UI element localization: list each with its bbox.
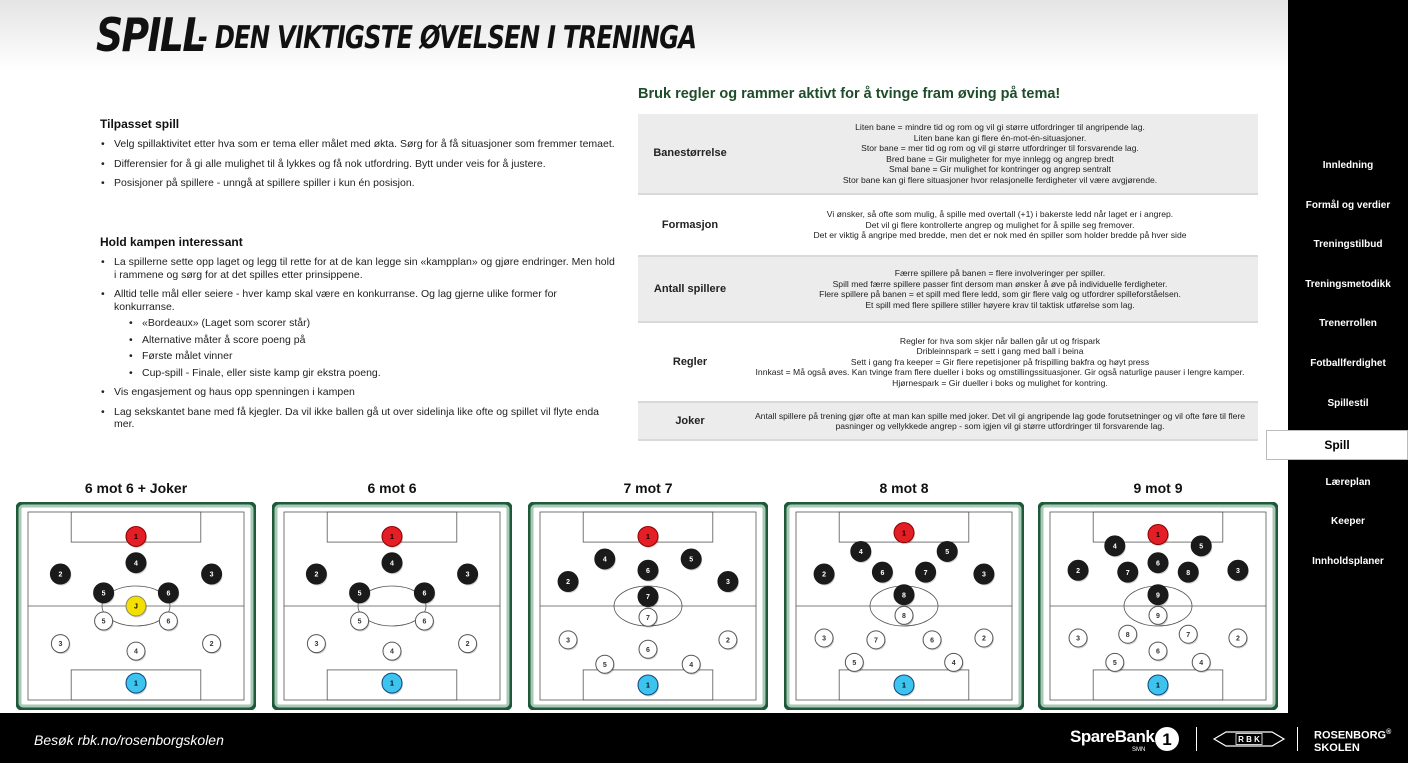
sparebank-logo-text: SpareBank	[1070, 727, 1155, 746]
player-number: 3	[209, 571, 214, 579]
pitch-diagram	[272, 502, 512, 710]
player-number: 6	[166, 590, 171, 598]
player-number: 1	[134, 680, 138, 688]
nav-item-læreplan[interactable]: Læreplan	[1325, 477, 1371, 488]
rules-line: Innkast = Må også øves. Kan tvinge fram flere dueller i boks og omstillingssituasjoner. Gir også naturlige pauser i lengre kamper.	[755, 367, 1245, 378]
rules-value	[742, 322, 1258, 402]
player-number: 7	[646, 614, 650, 622]
page-title: SPILL	[96, 8, 205, 62]
sub-bullet-item: • Alternative måter å score poeng på	[128, 334, 620, 347]
section-title-tilpasset: Tilpasset spill	[100, 117, 180, 131]
player-number: 6	[646, 567, 650, 575]
player-number: 9	[1156, 592, 1160, 600]
rules-line: Stor bane kan gi flere situasjoner hvor relasjonelle ferdigheter vil være avgjørende.	[842, 174, 1158, 185]
rules-line: Stor bane = mer tid og rom og vil gi større utfordringer til forsvarende lag.	[861, 143, 1139, 153]
player-number: 2	[566, 579, 571, 587]
rules-line: Hjørnespark = Gir dueller i boks og mulighet for kontring.	[892, 377, 1108, 388]
rules-row	[638, 194, 1258, 256]
player-number: 5	[689, 556, 694, 564]
website-link[interactable]: Besøk rbk.no/rosenborgskolen	[34, 732, 224, 748]
player-number: 1	[902, 530, 906, 538]
bullet-item: • Velg spillaktivitet etter hva som er tema eller målet med økta. Sørg for å få situasjoner som fremmer temaet.	[100, 138, 620, 151]
player-number: 7	[646, 594, 650, 602]
rules-line: Bred bane = Gir muligheter for mye innlegg og angrep bredt	[886, 153, 1114, 164]
player-number: 6	[422, 618, 427, 626]
rules-row	[638, 322, 1258, 402]
player-number: 4	[858, 549, 863, 557]
rules-heading: Bruk regler og rammer aktivt for å tvinge fram øving på tema!	[638, 86, 1061, 102]
sub-bullet-item: • Første målet vinner	[128, 350, 620, 363]
rules-key: Banestørrelse	[638, 114, 742, 194]
player-number: 3	[58, 641, 63, 649]
rules-line: Spill med færre spillere passer fint dersom man ønsker å øve på individuelle ferdigheter.	[832, 278, 1168, 289]
player-number: 5	[945, 549, 950, 557]
player-number: 3	[725, 579, 730, 587]
player-number: 6	[880, 569, 885, 577]
player-number: 5	[1112, 660, 1117, 667]
footer	[0, 713, 1392, 763]
bullet-list-tilpasset	[100, 138, 620, 197]
player-number: 4	[951, 660, 956, 667]
bullet-item: • Differensier for å gi alle mulighet til å lykkes og få nok utfordring. Bytt under veis for å justere.	[100, 158, 620, 171]
player-number: 5	[101, 618, 106, 626]
player-number: 4	[390, 648, 394, 656]
player-number: 6	[1156, 648, 1160, 656]
player-number: 3	[981, 571, 986, 579]
player-number: 3	[465, 571, 470, 579]
rules-row	[638, 402, 1258, 440]
svg-text:1: 1	[1162, 730, 1172, 749]
rules-line: Smal bane = Gir mulighet for kontringer og angrep sentralt	[889, 164, 1111, 174]
rules-table	[638, 114, 1258, 441]
player-number: 8	[902, 592, 906, 600]
rules-line: Liten bane kan gi flere én-mot-én-situasjoner.	[913, 132, 1087, 143]
player-number: 6	[166, 618, 171, 626]
player-number: 2	[1076, 567, 1081, 575]
rules-line: Sett i gang fra keeper = Gir flere repetisjoner på frispilling bakfra og høyt press	[850, 356, 1150, 367]
svg-text:R B K: R B K	[1238, 735, 1260, 744]
formation-title: 6 mot 6	[367, 480, 417, 496]
player-number: 5	[852, 660, 857, 667]
nav-item-trenerrollen[interactable]: Trenerrollen	[1319, 318, 1377, 329]
rosenborgskolen-logo	[1314, 727, 1391, 754]
rules-line: Vi ønsker, så ofte som mulig, å spille med overtall (+1) i bakerste ledd når laget er i angrep.	[826, 209, 1174, 220]
bullet-item: • Vis engasjement og haus opp spenningen i kampen	[100, 386, 620, 399]
pitch-diagram	[528, 502, 768, 710]
rbk-badge-icon	[1212, 729, 1286, 749]
player-number: 5	[101, 590, 106, 598]
player-number: 4	[1199, 660, 1204, 667]
player-number: 8	[902, 613, 906, 620]
rules-row	[638, 114, 1258, 194]
player-number: 8	[1186, 569, 1191, 577]
player-number: 2	[981, 635, 986, 643]
player-number: 1	[1156, 532, 1160, 540]
side-navigation	[1288, 0, 1408, 763]
player-number: 5	[1199, 543, 1204, 551]
player-number: 3	[566, 637, 571, 645]
rules-line: Det vil gi flere kontrollerte angrep og mulighet for å spille seg fremover.	[865, 219, 1135, 230]
player-number: 7	[873, 637, 878, 645]
page-subtitle: - DEN VIKTIGSTE ØVELSEN I TRENINGA	[198, 20, 697, 56]
bullet-item: • Posisjoner på spillere - unngå at spillere spiller i kun én posisjon.	[100, 177, 620, 190]
rules-line: Et spill med flere spillere stiller høyere krav til taktisk utførelse som lag.	[865, 299, 1135, 310]
player-number: 2	[209, 641, 214, 649]
player-number: 6	[646, 646, 650, 654]
player-number: 4	[689, 661, 694, 669]
section-title-hold-kampen: Hold kampen interessant	[100, 235, 243, 249]
player-number: 5	[602, 661, 607, 669]
rules-key: Joker	[638, 402, 742, 440]
player-number: 4	[390, 560, 394, 568]
nav-item-innholdsplaner[interactable]: Innholdsplaner	[1312, 556, 1384, 567]
player-number: 2	[725, 637, 730, 645]
player-number: 6	[1156, 560, 1160, 568]
bullet-item: • Alltid telle mål eller seiere - hver kamp skal være en konkurranse. Og lag gjerne ulike former for konkurranse. • «Bordeaux» (Laget som scorer står) • Alternative måter å score poeng på • Første målet vinner • Cup-spill - Finale, eller siste kamp gir ekstra poeng.	[100, 288, 620, 379]
nav-item-keeper[interactable]: Keeper	[1331, 516, 1365, 527]
player-number: 1	[902, 682, 906, 690]
player-number: 1	[1156, 682, 1160, 690]
player-number: 3	[314, 641, 319, 649]
sub-bullet-item: • «Bordeaux» (Laget som scorer står)	[128, 317, 620, 330]
school-line1: ROSENBORG	[1314, 729, 1387, 742]
player-number: 1	[134, 534, 138, 542]
player-number: 3	[822, 635, 827, 643]
nav-item-treningsmetodikk[interactable]: Treningsmetodikk	[1305, 279, 1391, 290]
nav-item-fotballferdighet[interactable]: Fotballferdighet	[1310, 358, 1386, 369]
rules-line: Flere spillere på banen = et spill med flere ledd, som gir flere valg og utfordrer spilleforståelsen.	[819, 289, 1181, 299]
player-number: 1	[646, 534, 650, 542]
player-number: 1	[646, 682, 650, 690]
player-number: 5	[357, 618, 362, 626]
player-number: J	[134, 603, 138, 611]
player-number: 4	[134, 648, 138, 656]
nav-item-spillestil[interactable]: Spillestil	[1327, 398, 1369, 409]
rules-value	[742, 256, 1258, 322]
player-number: 4	[602, 556, 607, 564]
player-number: 7	[1125, 569, 1130, 577]
sparebank-sub: SMN	[1132, 747, 1146, 753]
player-number: 8	[1125, 631, 1130, 639]
sub-bullet-list	[114, 317, 620, 379]
player-number: 4	[134, 560, 138, 568]
footer-divider	[1297, 727, 1298, 751]
player-number: 1	[390, 680, 394, 688]
rules-key: Formasjon	[638, 194, 742, 256]
pitch-diagram	[16, 502, 256, 710]
player-number: 2	[314, 571, 319, 579]
player-number: 4	[1112, 543, 1117, 551]
rules-row	[638, 256, 1258, 322]
rules-value	[742, 402, 1258, 440]
rules-value	[742, 114, 1258, 194]
player-number: 2	[465, 641, 470, 649]
player-number: 3	[1235, 567, 1240, 575]
bullet-list-hold-kampen	[100, 256, 620, 438]
school-line2: SKOLEN	[1314, 741, 1360, 754]
rules-value	[742, 194, 1258, 256]
rules-line: Dribleinnspark = sett i gang med ball i beina	[916, 346, 1084, 357]
formation-title: 7 mot 7	[623, 480, 673, 496]
nav-item-treningstilbud[interactable]: Treningstilbud	[1313, 239, 1383, 250]
registered-mark: ®	[1386, 729, 1392, 736]
rules-line: Det er viktig å angripe med bredde, men det er nok med én spiller som holder bredde på hver side	[813, 230, 1187, 241]
formation-title: 6 mot 6 + Joker	[84, 480, 188, 496]
rules-line: Liten bane = mindre tid og rom og vil gi større utfordringer til angripende lag.	[855, 122, 1145, 132]
rules-line: Antall spillere på trening gjør ofte at man kan spille med joker. Det vil gi angripende lag gode forutsetninger og vil ofte føre til flere pasninger og vellykkede angrep - som igjen vil gi større utfordringer til forsvarende lag.	[754, 410, 1246, 431]
formation-title: 9 mot 9	[1133, 480, 1183, 496]
footer-divider	[1196, 727, 1197, 751]
formation-title: 8 mot 8	[879, 480, 929, 496]
player-number: 6	[422, 590, 427, 598]
player-number: 2	[822, 571, 827, 579]
sub-bullet-item: • Cup-spill - Finale, eller siste kamp gir ekstra poeng.	[128, 367, 620, 380]
nav-item-spill[interactable]: Spill	[1266, 430, 1408, 460]
player-number: 7	[1186, 631, 1191, 639]
pitch-diagram	[1038, 502, 1278, 710]
player-number: 9	[1156, 613, 1160, 620]
nav-item-formål-og-verdier[interactable]: Formål og verdier	[1305, 200, 1391, 211]
player-number: 6	[930, 637, 935, 645]
player-number: 3	[1076, 635, 1081, 643]
sparebank-one-icon	[1154, 726, 1180, 752]
rules-key: Antall spillere	[638, 256, 742, 322]
rules-line: Regler for hva som skjer når ballen går ut og frispark	[899, 335, 1101, 346]
player-number: 2	[1235, 635, 1240, 643]
player-number: 1	[390, 534, 394, 542]
pitch-diagram	[784, 502, 1024, 710]
rules-line: Færre spillere på banen = flere involveringer per spiller.	[894, 268, 1106, 278]
player-number: 7	[923, 569, 928, 577]
nav-item-innledning[interactable]: Innledning	[1322, 160, 1374, 171]
player-number: 2	[58, 571, 63, 579]
player-number: 5	[357, 590, 362, 598]
bullet-item: • La spillerne sette opp laget og legg til rette for at de kan legge sin «kampplan» og gjøre endringer. Men hold i rammene og sørg for at det spilles etter prinsippene.	[100, 256, 620, 281]
rules-key: Regler	[638, 322, 742, 402]
bullet-item: • Lag sekskantet bane med få kjegler. Da vil ikke ballen gå ut over sidelinja like ofte og spillet vil flyte enda mer.	[100, 406, 620, 431]
